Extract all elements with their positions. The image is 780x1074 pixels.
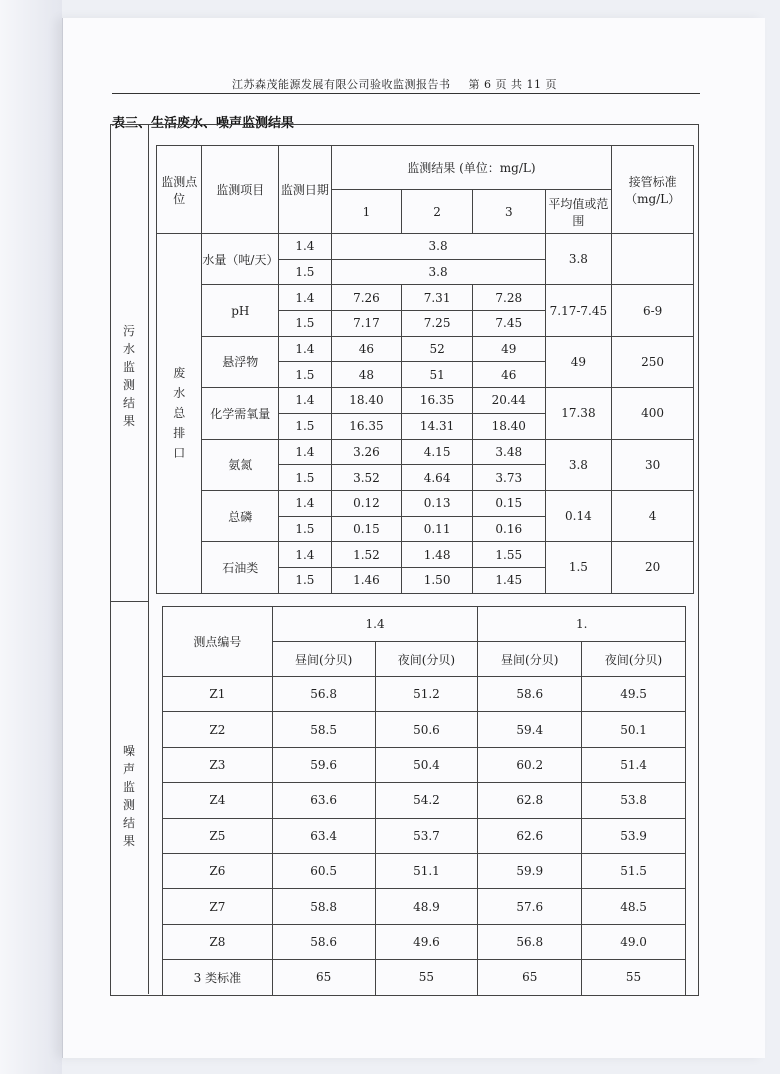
item-v1: 0.15 bbox=[331, 516, 402, 542]
noise-d2: 56.8 bbox=[478, 924, 582, 959]
noise-n1: 54.2 bbox=[375, 783, 478, 818]
noise-table bbox=[162, 606, 686, 996]
noise-id: Z7 bbox=[163, 889, 273, 924]
item-avg: 0.14 bbox=[545, 490, 612, 541]
item-v1: 7.17 bbox=[331, 311, 402, 337]
item-v2: 14.31 bbox=[402, 413, 473, 439]
flow-date: 1.4 bbox=[279, 234, 331, 260]
item-label: pH bbox=[202, 285, 279, 336]
item-v2: 0.11 bbox=[402, 516, 473, 542]
noise-d2: 58.6 bbox=[478, 677, 582, 712]
noise-id: Z5 bbox=[163, 818, 273, 853]
flow-value: 3.8 bbox=[331, 234, 545, 260]
item-v3: 3.48 bbox=[472, 439, 545, 465]
item-row bbox=[157, 336, 694, 362]
item-v3: 1.55 bbox=[472, 542, 545, 568]
item-v1: 48 bbox=[331, 362, 402, 388]
item-std: 20 bbox=[612, 542, 694, 593]
noise-header-night-1: 夜间(分贝) bbox=[375, 642, 478, 677]
noise-id: Z3 bbox=[163, 747, 273, 782]
noise-id: Z1 bbox=[163, 677, 273, 712]
item-v2: 0.13 bbox=[402, 490, 473, 516]
noise-id: 3 类标准 bbox=[163, 960, 273, 995]
item-v1: 1.52 bbox=[331, 542, 402, 568]
header-date: 监测日期 bbox=[279, 146, 331, 234]
item-v2: 51 bbox=[402, 362, 473, 388]
noise-n2: 55 bbox=[582, 960, 686, 995]
item-date: 1.5 bbox=[279, 516, 331, 542]
noise-section-label: 噪 声 监 测 结 果 bbox=[122, 744, 135, 848]
noise-d2: 65 bbox=[478, 960, 582, 995]
page-header bbox=[232, 76, 557, 92]
item-row bbox=[157, 542, 694, 568]
noise-d2: 57.6 bbox=[478, 889, 582, 924]
item-label: 悬浮物 bbox=[202, 336, 279, 387]
noise-d2: 62.8 bbox=[478, 783, 582, 818]
flow-row bbox=[157, 234, 694, 260]
item-v1: 1.46 bbox=[331, 567, 402, 593]
item-v1: 3.52 bbox=[331, 465, 402, 491]
header-rule bbox=[112, 93, 700, 94]
noise-d1: 60.5 bbox=[272, 853, 375, 888]
item-std: 30 bbox=[612, 439, 694, 490]
item-label: 总磷 bbox=[202, 490, 279, 541]
item-date: 1.4 bbox=[279, 336, 331, 362]
side-divider bbox=[148, 124, 149, 994]
noise-d2: 59.9 bbox=[478, 853, 582, 888]
header-results: 监测结果 (单位：mg/L) bbox=[331, 146, 612, 190]
item-row bbox=[157, 490, 694, 516]
table-title: 表三、生活废水、噪声监测结果 bbox=[112, 116, 295, 131]
noise-row bbox=[163, 889, 686, 924]
flow-value: 3.8 bbox=[331, 259, 545, 285]
noise-n1: 51.1 bbox=[375, 853, 478, 888]
item-date: 1.4 bbox=[279, 285, 331, 311]
company-report-title: 江苏森茂能源发展有限公司验收监测报告书 bbox=[232, 78, 451, 91]
item-row bbox=[157, 388, 694, 414]
noise-row bbox=[163, 818, 686, 853]
item-label: 氨氮 bbox=[202, 439, 279, 490]
header-n3: 3 bbox=[472, 190, 545, 234]
noise-n2: 51.5 bbox=[582, 853, 686, 888]
noise-n2: 48.5 bbox=[582, 889, 686, 924]
wastewater-table bbox=[156, 145, 694, 594]
noise-n2: 51.4 bbox=[582, 747, 686, 782]
item-v3: 0.16 bbox=[472, 516, 545, 542]
item-date: 1.4 bbox=[279, 490, 331, 516]
item-v3: 20.44 bbox=[472, 388, 545, 414]
noise-d1: 58.5 bbox=[272, 712, 375, 747]
noise-row bbox=[163, 853, 686, 888]
item-v2: 7.25 bbox=[402, 311, 473, 337]
flow-avg: 3.8 bbox=[545, 234, 612, 285]
noise-n1: 55 bbox=[375, 960, 478, 995]
section-label-wastewater bbox=[112, 322, 146, 430]
item-date: 1.5 bbox=[279, 413, 331, 439]
item-row bbox=[157, 285, 694, 311]
item-avg: 49 bbox=[545, 336, 612, 387]
noise-header-day-2: 昼间(分贝) bbox=[478, 642, 582, 677]
noise-body bbox=[163, 677, 686, 996]
item-date: 1.4 bbox=[279, 439, 331, 465]
noise-d1: 59.6 bbox=[272, 747, 375, 782]
item-v2: 1.50 bbox=[402, 567, 473, 593]
item-v3: 7.28 bbox=[472, 285, 545, 311]
item-v2: 16.35 bbox=[402, 388, 473, 414]
header-point: 监测点位 bbox=[157, 146, 202, 234]
header-n1: 1 bbox=[331, 190, 402, 234]
item-v2: 7.31 bbox=[402, 285, 473, 311]
wastewater-section-label: 污 水 监 测 结 果 bbox=[122, 324, 135, 428]
item-v1: 46 bbox=[331, 336, 402, 362]
item-v3: 46 bbox=[472, 362, 545, 388]
item-v1: 0.12 bbox=[331, 490, 402, 516]
noise-d1: 58.6 bbox=[272, 924, 375, 959]
item-row bbox=[157, 439, 694, 465]
section-divider bbox=[110, 601, 148, 602]
item-std: 250 bbox=[612, 336, 694, 387]
noise-id: Z2 bbox=[163, 712, 273, 747]
noise-d2: 62.6 bbox=[478, 818, 582, 853]
noise-d1: 65 bbox=[272, 960, 375, 995]
noise-row bbox=[163, 747, 686, 782]
item-date: 1.4 bbox=[279, 542, 331, 568]
page-gutter bbox=[0, 0, 62, 1074]
item-v1: 3.26 bbox=[331, 439, 402, 465]
noise-n1: 48.9 bbox=[375, 889, 478, 924]
item-date: 1.5 bbox=[279, 311, 331, 337]
item-date: 1.4 bbox=[279, 388, 331, 414]
item-avg: 7.17-7.45 bbox=[545, 285, 612, 336]
noise-standard-row bbox=[163, 960, 686, 995]
item-std: 6-9 bbox=[612, 285, 694, 336]
noise-row bbox=[163, 677, 686, 712]
item-v3: 7.45 bbox=[472, 311, 545, 337]
noise-n2: 49.5 bbox=[582, 677, 686, 712]
noise-header-date2: 1. bbox=[478, 607, 686, 642]
noise-n2: 50.1 bbox=[582, 712, 686, 747]
noise-id: Z4 bbox=[163, 783, 273, 818]
noise-d1: 56.8 bbox=[272, 677, 375, 712]
item-avg: 1.5 bbox=[545, 542, 612, 593]
noise-n2: 53.8 bbox=[582, 783, 686, 818]
noise-header-row bbox=[163, 607, 686, 642]
item-v2: 4.15 bbox=[402, 439, 473, 465]
noise-n1: 50.4 bbox=[375, 747, 478, 782]
noise-d1: 63.4 bbox=[272, 818, 375, 853]
item-std: 400 bbox=[612, 388, 694, 439]
item-v3: 18.40 bbox=[472, 413, 545, 439]
item-label: 化学需氧量 bbox=[202, 388, 279, 439]
noise-d1: 63.6 bbox=[272, 783, 375, 818]
noise-row bbox=[163, 924, 686, 959]
item-v1: 16.35 bbox=[331, 413, 402, 439]
flow-label: 水量（吨/天） bbox=[202, 234, 279, 285]
item-avg: 3.8 bbox=[545, 439, 612, 490]
noise-n2: 53.9 bbox=[582, 818, 686, 853]
noise-header-night-2: 夜间(分贝) bbox=[582, 642, 686, 677]
noise-d1: 58.8 bbox=[272, 889, 375, 924]
item-date: 1.5 bbox=[279, 362, 331, 388]
wastewater-body bbox=[157, 234, 694, 594]
item-v1: 7.26 bbox=[331, 285, 402, 311]
noise-header-day-1: 昼间(分贝) bbox=[272, 642, 375, 677]
header-row bbox=[157, 146, 694, 190]
noise-header-date1: 1.4 bbox=[272, 607, 478, 642]
noise-id: Z8 bbox=[163, 924, 273, 959]
flow-date: 1.5 bbox=[279, 259, 331, 285]
noise-row bbox=[163, 783, 686, 818]
location-cell: 废 水 总 排 口 bbox=[157, 234, 202, 594]
noise-n1: 53.7 bbox=[375, 818, 478, 853]
item-avg: 17.38 bbox=[545, 388, 612, 439]
item-v3: 0.15 bbox=[472, 490, 545, 516]
noise-n2: 49.0 bbox=[582, 924, 686, 959]
item-label: 石油类 bbox=[202, 542, 279, 593]
header-avg: 平均值或范围 bbox=[545, 190, 612, 234]
item-v3: 49 bbox=[472, 336, 545, 362]
noise-n1: 50.6 bbox=[375, 712, 478, 747]
noise-row bbox=[163, 712, 686, 747]
noise-header-point: 测点编号 bbox=[163, 607, 273, 677]
flow-std bbox=[612, 234, 694, 285]
noise-n1: 49.6 bbox=[375, 924, 478, 959]
item-v3: 1.45 bbox=[472, 567, 545, 593]
item-v2: 1.48 bbox=[402, 542, 473, 568]
item-v2: 52 bbox=[402, 336, 473, 362]
section-label-noise bbox=[112, 742, 146, 850]
item-v3: 3.73 bbox=[472, 465, 545, 491]
item-date: 1.5 bbox=[279, 465, 331, 491]
noise-id: Z6 bbox=[163, 853, 273, 888]
noise-d2: 59.4 bbox=[478, 712, 582, 747]
item-std: 4 bbox=[612, 490, 694, 541]
item-v2: 4.64 bbox=[402, 465, 473, 491]
noise-d2: 60.2 bbox=[478, 747, 582, 782]
header-n2: 2 bbox=[402, 190, 473, 234]
item-v1: 18.40 bbox=[331, 388, 402, 414]
item-date: 1.5 bbox=[279, 567, 331, 593]
page-number: 第 6 页 共 11 页 bbox=[468, 78, 557, 91]
header-item: 监测项目 bbox=[202, 146, 279, 234]
noise-n1: 51.2 bbox=[375, 677, 478, 712]
header-standard: 接管标准（mg/L） bbox=[612, 146, 694, 234]
